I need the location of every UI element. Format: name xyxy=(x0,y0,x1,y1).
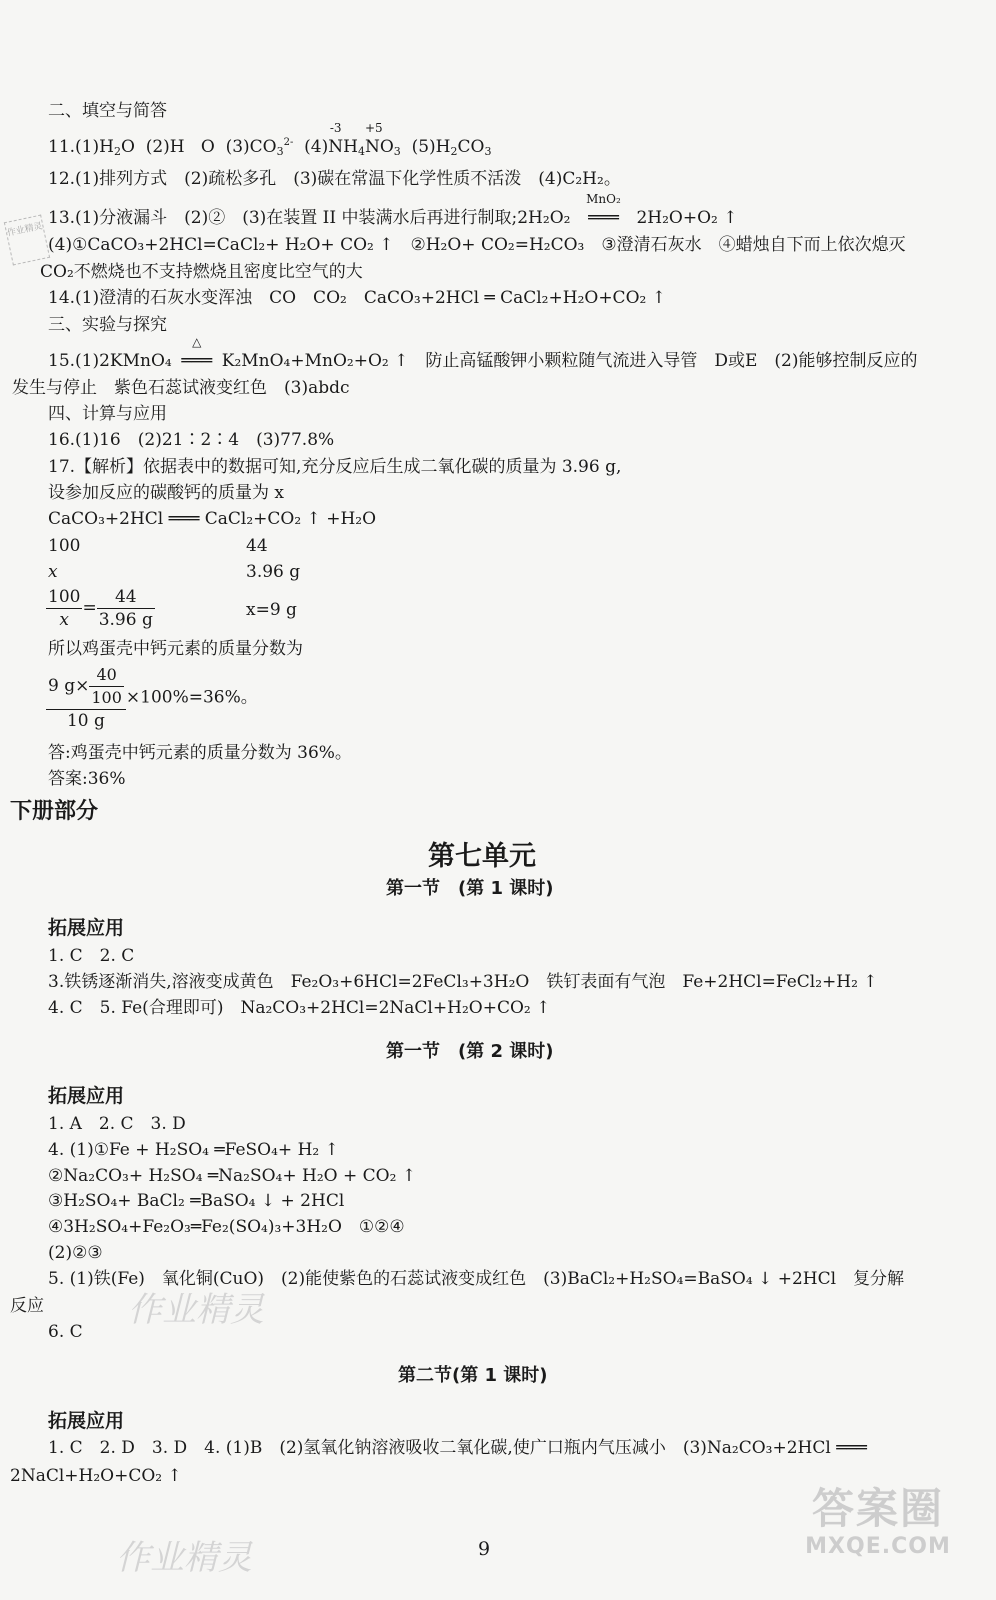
logo-url: MXQE.COM xyxy=(805,1534,951,1559)
s1-line-1: 1. C 2. C xyxy=(48,946,135,966)
answer-16: 16.(1)16 (2)21∶2∶4 (3)77.8% xyxy=(48,430,335,450)
answer-13-line1: 13.(1)分液漏斗 (2)② (3)在装置 II 中装满水后再进行制取;2H₂O₂ MnO₂ ═══ 2H₂O+O₂ ↑ xyxy=(48,192,738,228)
s3-line-1: 1. C 2. D 3. D 4. (1)B (2)氢氧化钠溶液吸收二氧化碳,使广口瓶内气压减小 (3)Na₂CO₃+2HCl ═══ xyxy=(48,1438,867,1458)
answer-12: 12.(1)排列方式 (2)疏松多孔 (3)碳在常温下化学性质不活泼 (4)C₂H₂。 xyxy=(48,169,621,189)
s2-line-3: ②Na₂CO₃+ H₂SO₄ ═Na₂SO₄+ H₂O + CO₂ ↑ xyxy=(48,1166,417,1186)
section-2-lesson-1-title: 第二节(第 1 课时) xyxy=(398,1365,548,1386)
answer-17-final: 答案:36% xyxy=(48,769,126,789)
answer-17-calc: 9 g× $\frac{40}{100}$ 10 g ×100%=36%。 xyxy=(48,665,258,731)
section-1-lesson-2-subtitle: 拓展应用 xyxy=(48,1085,125,1107)
section-2-lesson-1-subtitle: 拓展应用 xyxy=(48,1410,125,1432)
s2-line-1: 1. A 2. C 3. D xyxy=(48,1114,186,1134)
page-number: 9 xyxy=(478,1538,491,1560)
answer-17-equation: CaCO₃+2HCl ═══ CaCl₂+CO₂ ↑ +H₂O xyxy=(48,509,377,529)
s2-line-5: ④3H₂SO₄+Fe₂O₃═Fe₂(SO₄)₃+3H₂O ①②④ xyxy=(48,1217,405,1237)
s2-line-2: 4. (1)①Fe + H₂SO₄ ═FeSO₄+ H₂ ↑ xyxy=(48,1140,339,1160)
answer-17-calc-intro: 所以鸡蛋壳中钙元素的质量分数为 xyxy=(48,639,303,659)
section-3-title: 三、实验与探究 xyxy=(48,315,167,335)
watermark-mid: 作业精灵 xyxy=(128,1290,264,1330)
answer-13-line3: CO₂不燃烧也不支持燃烧且密度比空气的大 xyxy=(40,262,363,282)
answer-11: $11.(1)H_2O$ (2)H O $(3)CO_3^{2-}$ (4) -3 $NH_4$ +5 $NO_3$ $(5)H_2CO_3$ xyxy=(48,121,492,158)
s2-line-7: 5. (1)铁(Fe) 氧化铜(CuO) (2)能使紫色的石蕊试液变成红色 (3)BaCl₂+H₂SO₄=BaSO₄ ↓ +2HCl 复分解 xyxy=(48,1269,905,1289)
s2-line-4: ③H₂SO₄+ BaCl₂ ═BaSO₄ ↓ + 2HCl xyxy=(48,1191,345,1211)
answer-17-assume: 设参加反应的碳酸钙的质量为 x xyxy=(48,483,284,503)
answer-17-analysis: 17.【解析】依据表中的数据可知,充分反应后生成二氧化碳的质量为 3.96 g, xyxy=(48,457,622,477)
section-2-title: 二、填空与简答 xyxy=(48,101,167,121)
s2-line-6: (2)②③ xyxy=(48,1243,103,1263)
s1-line-3: 4. C 5. Fe(合理即可) Na₂CO₃+2HCl=2NaCl+H₂O+CO₂ ↑ xyxy=(48,998,551,1018)
watermark-bottom: 作业精灵 xyxy=(116,1538,252,1578)
section-1-lesson-1-subtitle: 拓展应用 xyxy=(48,917,125,939)
answer-17-co2-grams: 3.96 g xyxy=(246,562,301,582)
answer-17-mass-co2: 44 xyxy=(246,536,268,556)
section-4-title: 四、计算与应用 xyxy=(48,404,167,424)
unit-title: 第七单元 xyxy=(428,841,536,872)
answer-17-x-result: x=9 g xyxy=(246,600,297,620)
answer-17-x: x xyxy=(48,562,58,582)
answer-14: 14.(1)澄清的石灰水变浑浊 CO CO₂ CaCO₃+2HCl ═ CaCl₂+H₂O+CO₂ ↑ xyxy=(48,288,666,308)
answer-17-conclusion: 答:鸡蛋壳中钙元素的质量分数为 36%。 xyxy=(48,743,352,763)
s2-line-8: 反应 xyxy=(10,1296,44,1316)
answer-13-line2: (4)①CaCO₃+2HCl=CaCl₂+ H₂O+ CO₂ ↑ ②H₂O+ CO₂=H₂CO₃ ③澄清石灰水 ④蜡烛自下而上依次熄灭 xyxy=(48,235,906,255)
s3-line-2: 2NaCl+H₂O+CO₂ ↑ xyxy=(10,1466,182,1486)
part-2-title: 下册部分 xyxy=(10,799,99,824)
logo-text: 答案圈 xyxy=(811,1484,944,1533)
section-1-lesson-2-title: 第一节 (第 2 课时) xyxy=(386,1041,554,1062)
answer-15-line2: 发生与停止 紫色石蕊试液变红色 (3)abdc xyxy=(12,378,350,398)
section-1-lesson-1-title: 第一节 (第 1 课时) xyxy=(386,878,554,899)
s2-line-9: 6. C xyxy=(48,1322,83,1342)
answer-15-line1: 15.(1)2KMnO₄ △ ═══ K₂MnO₄+MnO₂+O₂ ↑ 防止高锰酸钾小颗粒随气流进入导管 D或E (2)能够控制反应的 xyxy=(48,335,918,371)
answer-17-mass-caco3: 100 xyxy=(48,536,81,556)
s1-line-2: 3.铁锈逐渐消失,溶液变成黄色 Fe₂O₃+6HCl=2FeCl₃+3H₂O 铁钉表面有气泡 Fe+2HCl=FeCl₂+H₂ ↑ xyxy=(48,972,878,992)
site-logo xyxy=(778,1484,978,1574)
answer-17-proportion: $\frac{100}{x}$ = $\frac{44}{3.96 g}$ xyxy=(48,587,153,630)
stamp-mark: 作业精灵 xyxy=(4,215,50,266)
